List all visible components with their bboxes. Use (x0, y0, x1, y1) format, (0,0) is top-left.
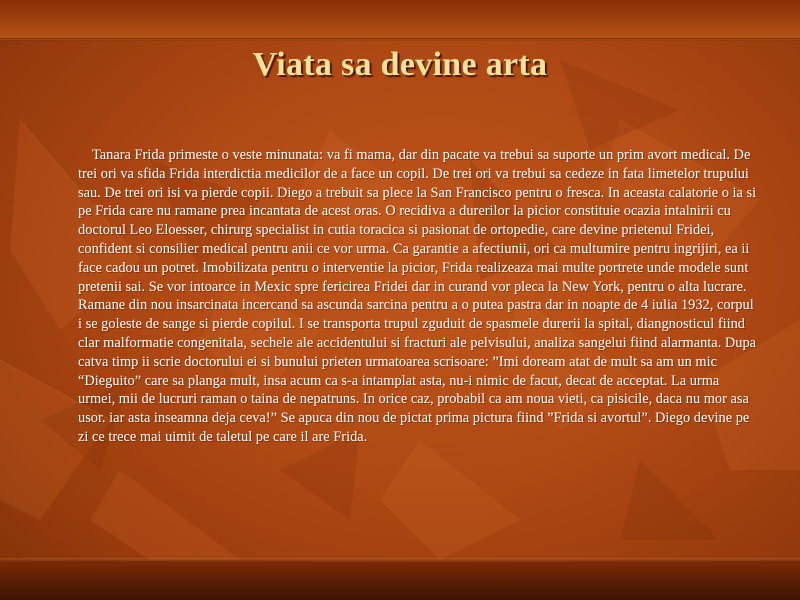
top-band (0, 0, 800, 40)
slide-body-text: Tanara Frida primeste o veste minunata: va fi mama, dar din pacate va trebui sa suporte un prim avort medical. De trei ori va sfida Frida interdictia medicilor de a face un copil. De trei ori va trebui sa cedeze in fata limetelor trupului sau. De trei ori isi va pierde copii. Diego a trebuit sa plece la San Francisco pentru o fresca. In aceasta calatorie o ia si pe Frida care nu ramane prea incantata de acest oras. O recidiva a durerilor la picior constituie ocazia intalnirii cu doctorul Leo Eloesser, chirurg specialist in cutia toracica si pasionat de ortopedie, care devine prietenul Fridei, confident si consilier medical pentru anii ce vor urma. Ca garantie a afectiunii, ori ca multumire pentru ingrijiri, ea ii face cadou un potret. Imobilizata pentru o interventie la picior, Frida realizeaza mai multe portrete unde modele sunt pretenii sai. Se vor intoarce in Mexic spre fericirea Fridei dar in curand vor pleca la New York, pentru o alta lucrare. Ramane din nou insarcinata incercand sa ascunda sarcina pentru a o putea pastra dar in noapte de 4 iulia 1932, corpul i se goleste de sange si pierde copilul. I se transporta trupul zguduit de spasmele durerii la spital, diangnosticul fiind clar malformatie congenitala, sechele ale accidentului si fracturi ale pelvisului, analiza sangelui fiind alarmanta. Dupa catva timp ii scrie doctorului ei si bunului prieten urmatoarea scrisoare: ”Imi doream atat de mult sa am un mic “Dieguito” care sa planga mult, insa acum ca s-a intamplat asta, nu-i nimic de facut, decat de acceptat. La urma urmei, mii de lucruri raman o taina de nepatruns. In orice caz, probabil ca am noua vieti, ca pisicile, daca nu mor asa usor. iar asta inseamna deja ceva!” Se apuca din nou de pictat prima pictura fiind ”Frida si avortul”. Diego devine pe zi ce trece mai uimit de taletul pe care il are Frida. (78, 147, 757, 445)
slide-title: Viata sa devine arta (252, 46, 548, 83)
top-band-edge (0, 38, 800, 41)
bottom-band (0, 562, 800, 600)
